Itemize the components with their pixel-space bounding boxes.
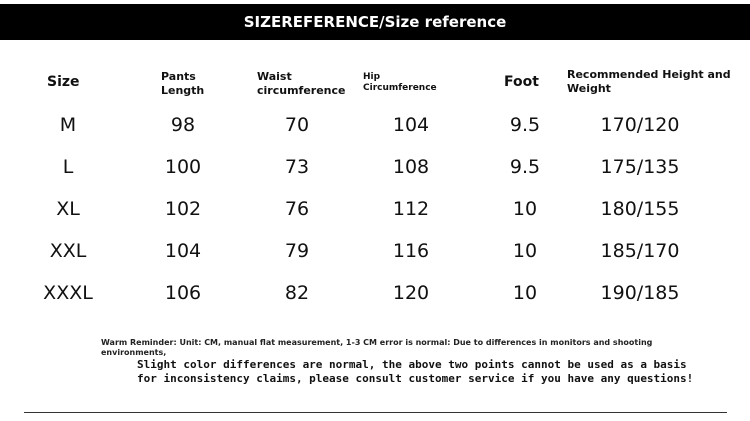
divider-line: [24, 412, 727, 413]
cell-hip: 120: [392, 282, 430, 304]
header-recommended: Recommended Height and Weight: [567, 68, 731, 95]
cell-pants-length: 104: [164, 240, 202, 262]
cell-hip: 108: [392, 156, 430, 178]
cell-waist: 70: [284, 114, 310, 136]
cell-height-weight: 190/185: [600, 282, 680, 304]
cell-waist: 82: [284, 282, 310, 304]
cell-foot: 9.5: [509, 114, 541, 136]
cell-foot: 9.5: [509, 156, 541, 178]
cell-hip: 104: [392, 114, 430, 136]
cell-size: M: [59, 114, 77, 136]
cell-waist: 73: [284, 156, 310, 178]
cell-size: L: [62, 156, 74, 178]
cell-pants-length: 102: [164, 198, 202, 220]
cell-foot: 10: [512, 282, 538, 304]
cell-pants-length: 100: [164, 156, 202, 178]
header-pants-length: Pants Length: [161, 70, 205, 97]
cell-foot: 10: [512, 240, 538, 262]
cell-height-weight: 170/120: [600, 114, 680, 136]
cell-pants-length: 106: [164, 282, 202, 304]
cell-waist: 79: [284, 240, 310, 262]
cell-size: XXXL: [43, 282, 93, 304]
page-title: SIZEREFERENCE/Size reference: [243, 13, 507, 31]
cell-hip: 112: [392, 198, 430, 220]
color-difference-note: Slight color differences are normal, the above two points cannot be used as a basis for inconsistency claims, please consult customer service if you have any questions!: [137, 358, 694, 386]
cell-pants-length: 98: [170, 114, 196, 136]
cell-foot: 10: [512, 198, 538, 220]
header-size: Size: [47, 74, 80, 90]
warm-reminder-note: Warm Reminder: Unit: CM, manual flat measurement, 1-3 CM error is normal: Due to differences in monitors and shooting environments,: [101, 338, 653, 358]
cell-size: XXL: [49, 240, 87, 262]
header-foot: Foot: [504, 74, 539, 90]
header-waist: Waist circumference: [257, 70, 346, 97]
cell-size: XL: [56, 198, 80, 220]
cell-height-weight: 175/135: [600, 156, 680, 178]
cell-height-weight: 180/155: [600, 198, 680, 220]
cell-hip: 116: [392, 240, 430, 262]
cell-waist: 76: [284, 198, 310, 220]
cell-height-weight: 185/170: [600, 240, 680, 262]
header-hip: Hip Circumference: [363, 72, 437, 94]
